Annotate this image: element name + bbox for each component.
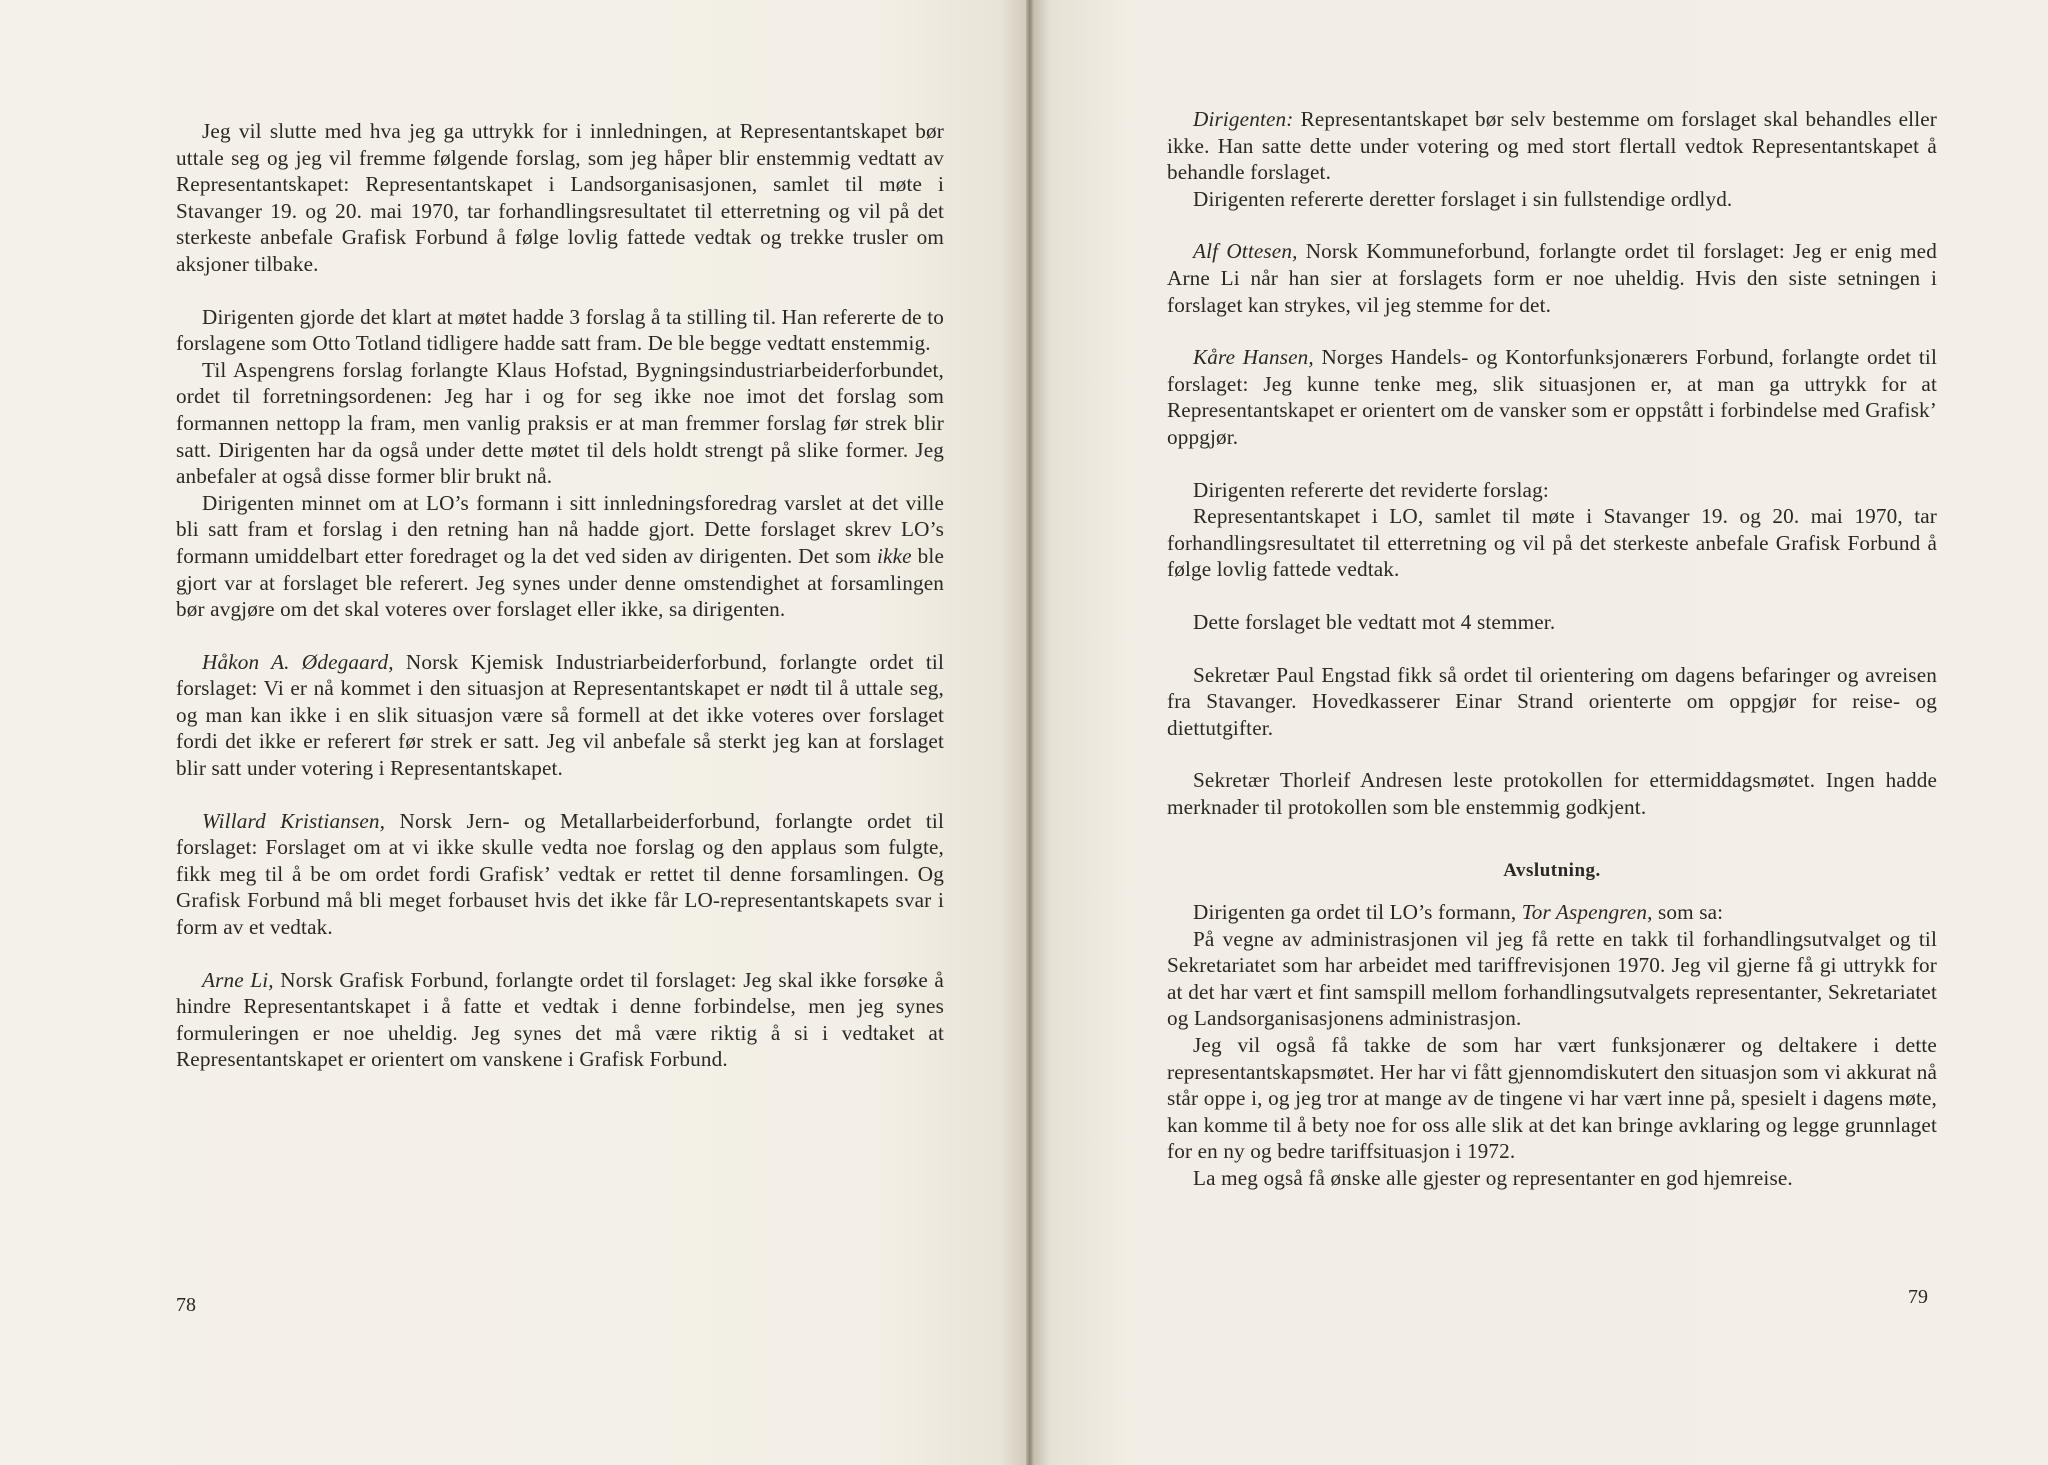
text-run: Dirigenten ga ordet til LO’s formann, bbox=[1193, 900, 1522, 925]
paragraph bbox=[176, 304, 944, 357]
text-run: Norsk Kjemisk Industriarbeiderforbund, forlangte ordet til forslaget: Vi er nå kommet i den situasjon at Representantskapet er nødt til å uttale seg, og man kan ikke i en slik situasjon være så formell at det ikke voteres over forslaget fordi det ikke er referert før strek er satt. Jeg vil anbefale så sterkt jeg kan at forslaget blir satt under votering i Representantskapet. bbox=[176, 649, 944, 781]
text-run: Sekretær Paul Engstad fikk så ordet til orientering om dagens befaringer og avreisen fra Stavanger. Hovedkasserer Einar Strand orienterte om oppgjør for reise- og diettutgifter. bbox=[1167, 662, 1937, 740]
text-run: Sekretær Thorleif Andresen leste protokollen for ettermiddagsmøtet. Ingen hadde merknader til protokollen som ble enstemmig godkjent. bbox=[1167, 768, 1937, 819]
paragraph bbox=[176, 118, 944, 278]
text-run: Representantskapet bør selv bestemme om forslaget skal behandles eller ikke. Han satte dette under votering og med stort flertall vedtok Representantskapet å behandle forslaget. bbox=[1167, 107, 1937, 185]
italic-text-run: Håkon A. Ødegaard, bbox=[202, 649, 394, 674]
text-run: Jeg vil også få takke de som har vært funksjonærer og deltakere i dette representantskapsmøtet. Her har vi fått gjennomdiskutert den situasjon som vi akkurat nå står oppe i, og jeg tror at mange av de tingene vi har vært inne på, spesielt i dagens møte, kan komme til å bety noe for oss alle slik at det kan bringe avklaring og legge grunnlaget for en ny og bedre tariffsituasjon i 1972. bbox=[1167, 1033, 1937, 1164]
paragraph bbox=[1167, 1032, 1937, 1165]
text-run: Til Aspengrens forslag forlangte Klaus Hofstad, Bygningsindustriarbeiderforbundet, ordet til forretningsordenen: Jeg har i og for seg ikke noe imot det forslag som formannen nettopp la fram, men vanlig praksis er at man fremmer forslag før strek blir satt. Dirigenten har da også under dette møtet til dels holdt strengt på slike former. Jeg anbefaler at også disse former blir brukt nå. bbox=[176, 357, 944, 489]
paragraph bbox=[1167, 1165, 1937, 1192]
italic-text-run: Alf Ottesen, bbox=[1193, 239, 1298, 264]
paragraph bbox=[176, 808, 944, 941]
paragraph bbox=[1167, 106, 1937, 186]
paragraph bbox=[176, 357, 944, 490]
text-run: som sa: bbox=[1652, 900, 1724, 925]
paragraph bbox=[1167, 477, 1937, 504]
paragraph bbox=[1167, 503, 1937, 583]
italic-text-run: Willard Kristiansen, bbox=[202, 808, 386, 833]
paragraph bbox=[1167, 767, 1937, 820]
text-run: Dirigenten gjorde det klart at møtet hadde 3 forslag å ta stilling til. Han refererte de to forslagene som Otto Totland tidligere hadde satt fram. De ble begge vedtatt enstemmig. bbox=[176, 304, 944, 356]
book-gutter bbox=[1026, 0, 1034, 1465]
page-number-left: 78 bbox=[176, 1294, 196, 1316]
text-run: Norges Handels- og Kontorfunksjonærers Forbund, forlangte ordet til forslaget: Jeg kunne tenke meg, slik situasjonen er, at man ga uttrykk for at Representantskapet er orientert om de vansker som er oppstått i forbindelse med Grafisk’ oppgjør. bbox=[1167, 345, 1937, 449]
text-run: Jeg vil slutte med hva jeg ga uttrykk for i innledningen, at Representantskapet bør uttale seg og jeg vil fremme følgende forslag, som jeg håper blir enstemmig vedtatt av Representantskapet: Representantskapet i Landsorganisasjonen, samlet til møte i Stavanger 19. og 20. mai 1970, tar forhandlingsresultatet til etterretning og vil på det sterkeste anbefale Grafisk Forbund å følge lovlig fattede vedtak og trekke trusler om aksjoner tilbake. bbox=[176, 119, 944, 276]
text-run: Dirigenten refererte deretter forslaget i sin fullstendige ordlyd. bbox=[1193, 186, 1733, 211]
italic-text-run: Dirigenten: bbox=[1193, 107, 1294, 131]
paragraph bbox=[1167, 186, 1937, 213]
italic-text-run: Kåre Hansen, bbox=[1193, 345, 1314, 370]
paragraph bbox=[1167, 344, 1937, 450]
right-page-body-top bbox=[1167, 106, 1937, 820]
paragraph bbox=[1167, 926, 1937, 1032]
text-run: La meg også få ønske alle gjester og representanter en god hjemreise. bbox=[1193, 1166, 1793, 1190]
text-run: Norsk Kommuneforbund, forlangte ordet til forslaget: Jeg er enig med Arne Li når han sier at forslagets form er noe uheldig. Hvis den siste setningen i forslaget kan strykes, vil jeg stemme for det. bbox=[1167, 239, 1937, 317]
text-run: På vegne av administrasjonen vil jeg få rette en takk til forhandlingsutvalget og til Sekretariatet som har arbeidet med tariffrevisjonen 1970. Jeg vil gjerne få gi uttrykk for at det har vært et fint samspill mellom forhandlingsutvalgets representanter, Sekretariatet og Landsorganisasjonens administrasjon. bbox=[1167, 926, 1937, 1031]
paragraph bbox=[1167, 899, 1937, 926]
italic-text-run: Tor Aspengren, bbox=[1521, 900, 1653, 925]
italic-text-run: ikke bbox=[877, 543, 912, 568]
text-run: Norsk Grafisk Forbund, forlangte ordet til forslaget: Jeg skal ikke forsøke å hindre Representantskapet i å fatte et vedtak i denne forbindelse, men jeg synes formuleringen er noe uheldig. Jeg synes det må være riktig å si i vedtaket at Representantskapet er orientert om vanskene i Grafisk Forbund. bbox=[176, 967, 944, 1072]
right-page-body-bottom bbox=[1167, 899, 1937, 1192]
text-run: Representantskapet i LO, samlet til møte i Stavanger 19. og 20. mai 1970, tar forhandlingsresultatet til etterretning og vil på det sterkeste anbefale Grafisk Forbund å følge lovlig fattede vedtak. bbox=[1167, 504, 1937, 582]
text-run: Dirigenten refererte det reviderte forslag: bbox=[1193, 477, 1549, 502]
paragraph bbox=[1167, 662, 1937, 742]
paragraph bbox=[176, 967, 944, 1073]
right-page bbox=[1030, 0, 2048, 1465]
paragraph bbox=[1167, 609, 1937, 636]
text-run: Dette forslaget ble vedtatt mot 4 stemmer. bbox=[1193, 609, 1556, 634]
section-heading: Avslutning. bbox=[1503, 860, 1601, 882]
page-number-right: 79 bbox=[1908, 1286, 1928, 1308]
italic-text-run: Arne Li, bbox=[202, 967, 274, 992]
left-page-body bbox=[176, 118, 944, 1073]
text-run: ble gjort var at forslaget ble referert. Jeg synes under denne omstendighet at forsamlingen bør avgjøre om det skal voteres over forslaget eller ikke, sa dirigenten. bbox=[176, 543, 945, 622]
paragraph bbox=[176, 490, 944, 623]
text-run: Dirigenten minnet om at LO’s formann i sitt innledningsforedrag varslet at det ville bli satt fram et forslag i den retning han nå hadde gjort. Dette forslaget skrev LO’s formann umiddelbart etter foredraget og la det ved siden av dirigenten. Det som bbox=[176, 490, 944, 568]
right-page-body bbox=[1167, 106, 1937, 1192]
paragraph bbox=[176, 649, 944, 782]
text-run: Norsk Jern- og Metallarbeiderforbund, forlangte ordet til forslaget: Forslaget om at vi ikke skulle vedta noe forslag og den applaus som fulgte, fikk meg til å be om ordet fordi Grafisk’ vedtak er rettet til denne forsamlingen. Og Grafisk Forbund må bli meget forbauset hvis det ikke får LO-representantskapets svar i form av et vedtak. bbox=[176, 808, 945, 940]
paragraph bbox=[1167, 238, 1937, 318]
